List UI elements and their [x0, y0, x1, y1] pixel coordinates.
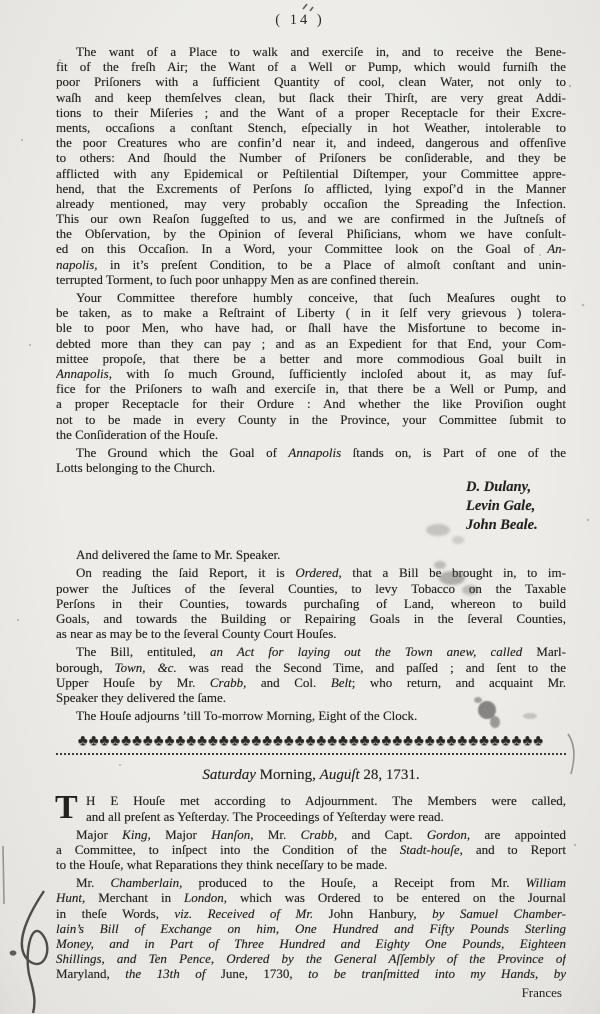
text-run: and all preſent as Yeſterday. The Proceedings of Yeſterday were read.	[86, 808, 444, 824]
text-run: poor Priſoners with a ſufficient Quantity of cool, clean Water, not only to	[56, 74, 566, 90]
text-line	[56, 445, 566, 460]
text-run: Upper Houſe by Mr.	[56, 674, 210, 690]
signature-gale: Levin Gale,	[466, 498, 536, 515]
text-run: afflicted with any Epidemical or Peſtilential Diſtemper, your Committee appre-	[56, 165, 566, 181]
text-line	[56, 427, 566, 442]
text-run: napolis,	[56, 256, 98, 272]
text-run: Major	[76, 826, 123, 842]
text-line	[56, 44, 566, 59]
text-run: ſtands on, is Part of one of the	[341, 444, 566, 460]
text-line	[56, 611, 566, 626]
text-run: with ſo much Ground, ſufficiently incloſed about it, as may ſuf-	[111, 365, 566, 381]
paragraph-house-adjourns	[56, 708, 566, 723]
text-run: Goals, and towards the Building or Repairing Goals in the ſeveral Counties,	[56, 611, 566, 626]
text-run: John Hanbury,	[313, 905, 433, 921]
text-run: fice for the Priſoners to waſh and exerciſe in, that there be a Well or Pump, and	[56, 381, 566, 397]
text-run: Ordered,	[295, 565, 342, 581]
text-line	[56, 921, 566, 936]
text-run: An-	[547, 241, 566, 257]
signature-beale: John Beale.	[466, 517, 538, 534]
text-run: debted more than they can pay ; and as an Expedient for that End, your Com-	[56, 335, 566, 351]
text-line	[56, 196, 566, 211]
text-line	[56, 690, 566, 705]
text-run: to the Houſe, what Reparations they think neceſſary to be made.	[56, 857, 388, 873]
text-run: Crabb,	[209, 674, 247, 690]
text-run: viz. Received of Mr.	[174, 905, 314, 921]
text-run: which was Ordered to be entered on the Journal	[227, 890, 566, 906]
drop-cap-lines	[86, 793, 566, 823]
text-run: in theſe Words,	[56, 905, 175, 921]
text-line	[56, 660, 566, 675]
text-run: the 13th of	[125, 966, 221, 982]
text-run: tions to their Miſeries ; and the Want of a proper Receptacle for their Excre-	[56, 104, 566, 120]
text-run: Saturday	[202, 767, 256, 784]
text-run: Money, and in Part of Three Hundred and Eighty One Pounds, Eighteen	[56, 936, 566, 951]
text-line	[56, 708, 566, 723]
text-run: Annapolis	[288, 444, 342, 460]
text-line	[56, 166, 566, 181]
text-line	[56, 272, 566, 287]
paragraph-ground-church	[56, 445, 566, 475]
text-line	[56, 226, 566, 241]
text-line	[56, 842, 566, 857]
text-line	[56, 857, 566, 872]
paragraph-committee-conceive	[56, 290, 566, 442]
text-run: a proper Receptacle for their Ordure : And whether the like Proviſion ought	[56, 396, 566, 412]
text-run: Gordon,	[426, 826, 471, 842]
text-run: 28, 1731.	[359, 767, 420, 784]
text-run: mittee propoſe, that there be a better and more commodious Goal built in	[56, 350, 566, 366]
text-line	[56, 827, 566, 842]
text-run: and to Report	[462, 841, 566, 857]
text-line	[56, 241, 566, 256]
text-run: to be tranſmitted into my Hands, by	[308, 966, 566, 982]
text-line	[86, 793, 566, 808]
text-line	[56, 547, 566, 562]
text-run: Maryland,	[56, 966, 126, 982]
text-line	[56, 105, 566, 120]
text-line	[56, 936, 566, 951]
text-run: Perſons in their Counties, towards purchaſing of Land, whereon to build	[56, 595, 566, 611]
text-line	[56, 181, 566, 196]
text-line	[56, 565, 566, 580]
text-line	[56, 366, 566, 381]
text-line	[56, 135, 566, 150]
signature-block	[56, 478, 566, 535]
printers-ornament-row: ♣♣♣♣♣♣♣♣♣♣♣♣♣♣♣♣♣♣♣♣♣♣♣♣♣♣♣♣♣♣♣♣♣♣♣♣♣♣♣♣♣♣♣	[56, 732, 566, 755]
text-run: The Bill, entituled,	[76, 644, 211, 660]
text-run: and Col.	[246, 674, 331, 690]
text-run: Crabb,	[300, 826, 338, 842]
text-line	[56, 90, 566, 105]
session-date-heading	[56, 767, 566, 784]
text-run: be taken, as to make a Reſtraint of Liberty ( in it ſelf very grievous ) tolera-	[56, 305, 566, 321]
text-run: William	[525, 875, 566, 891]
text-run: The want of a Place to walk and exerciſe in, and to receive the Bene-	[76, 44, 566, 59]
text-run: ; who return, and acquaint Mr.	[351, 674, 566, 690]
text-line	[56, 336, 566, 351]
text-run: Hanſon,	[211, 826, 254, 842]
text-run: fit of the freſh Air; the Want of a Well or Pump, which would furniſh the	[56, 59, 566, 75]
paragraph-bill-marlborough	[56, 644, 566, 705]
text-run: terrupted Torment, to ſuch poor unhappy Men as are confined therein.	[56, 271, 419, 287]
text-run: Belt	[330, 674, 352, 690]
text-line	[56, 626, 566, 641]
text-line	[56, 596, 566, 611]
text-line	[56, 966, 566, 981]
text-line	[56, 74, 566, 89]
text-line	[56, 581, 566, 596]
text-run: Mr.	[253, 826, 301, 842]
text-run: not to be made in every County in the Province, your Committee ſubmit to	[56, 411, 566, 427]
text-line	[56, 211, 566, 226]
paragraph-stadthouse-committee	[56, 827, 566, 873]
text-run: are appointed	[470, 826, 566, 842]
text-run: already mentioned, may very probably occaſion the Spreading the Infection.	[56, 195, 566, 211]
text-run: the Conſideration of the Houſe.	[56, 426, 219, 442]
text-line	[56, 305, 566, 320]
text-run: Marl-	[522, 644, 566, 660]
text-run: H E Houſe met according to Adjournment. The Members were called,	[86, 793, 566, 809]
text-run: Annapolis,	[56, 365, 112, 381]
text-run: ed on this Occaſion. In a Word, your Committee look on the Goal of	[56, 241, 548, 257]
text-run: Lotts belonging to the Church.	[56, 460, 216, 476]
text-line	[56, 951, 566, 966]
text-run: ments, occaſions a conſtant Stench, eſpecially in hot Weather, intolerable to	[56, 119, 566, 135]
pen-flourish	[10, 891, 48, 1013]
text-run: King,	[122, 826, 151, 842]
text-line	[56, 890, 566, 905]
text-line	[56, 412, 566, 427]
text-run: produced to the Houſe, a Receipt from Mr.	[182, 875, 526, 891]
text-line	[56, 675, 566, 690]
text-run: London,	[184, 890, 228, 906]
page-number: ( 14 )	[275, 12, 325, 28]
text-run: Chamberlain,	[110, 875, 183, 891]
paragraph-bill-ordered	[56, 565, 566, 641]
text-run: Mr.	[76, 875, 111, 891]
text-line	[56, 644, 566, 659]
text-run: Shillings, and Ten Pence, Ordered by the General Aſſembly of the Province of	[56, 951, 566, 967]
text-line	[56, 460, 566, 475]
text-run: Morning,	[255, 767, 320, 784]
text-run: June, 1730,	[220, 966, 309, 982]
text-run: the poor Creatures who are confin’d near it, and indeed, dangerous and offenſive	[56, 135, 566, 151]
catchword: Frances	[521, 984, 562, 1000]
text-run: and Capt.	[337, 826, 427, 842]
text-run: in it’s preſent Condition, to be a Place of almoſt conſtant and unin-	[97, 256, 566, 272]
text-run: Auguſt	[319, 767, 360, 784]
text-run: lain’s Bill of Exchange on him, One Hundred and Fifty Pounds Sterling	[56, 920, 566, 936]
text-run: to others: And ſhould the Number of Priſoners be conſiderable, and they be	[56, 150, 566, 166]
text-line	[56, 351, 566, 366]
text-line	[56, 120, 566, 135]
text-line	[56, 59, 566, 74]
text-line	[56, 257, 566, 272]
text-run: Town, &c.	[114, 659, 177, 675]
paragraph-want-of-place	[56, 44, 566, 287]
text-run: Stadt-houſe,	[399, 841, 463, 857]
text-run: that a Bill be brought in, to im-	[341, 565, 566, 581]
text-run: Merchant in	[85, 890, 185, 906]
text-run: This our own Reaſon ſuggeſted to us, and we are confirmed in the Juſtneſs of	[56, 211, 566, 227]
text-run: by Samuel Chamber-	[432, 905, 566, 921]
text-line	[56, 320, 566, 335]
paragraph-house-met	[55, 789, 566, 827]
text-run: a Committee, to inſpect into the Condition of the	[56, 841, 400, 857]
text-line	[56, 381, 566, 396]
left-margin-tick	[3, 846, 4, 904]
text-run: And delivered the ſame to Mr. Speaker.	[76, 547, 281, 563]
text-run: waſh and keep themſelves clean, but ſlack their Thirſt, are very great Addi-	[56, 89, 566, 105]
text-run: Hunt,	[56, 890, 86, 906]
text-line	[56, 875, 566, 890]
drop-cap-T: T	[55, 789, 78, 827]
text-run: Major	[150, 826, 212, 842]
paragraph-delivered-speaker	[56, 547, 566, 562]
text-line	[56, 396, 566, 411]
text-run: hend, that the Excrements of Perſons ſo afflicted, lying expoſ’d in the Manner	[56, 180, 566, 196]
text-line	[56, 290, 566, 305]
text-run: the Obſervation, by the Opinion of ſeveral Phiſicians, whom we have conſult-	[56, 226, 566, 242]
paragraph-chamberlain-receipt	[56, 875, 566, 981]
text-run: On reading the ſaid Report, it is	[76, 565, 296, 581]
text-run: The Houſe adjourns ’till To-morrow Morning, Eight of the Clock.	[76, 708, 418, 724]
text-run: was read the Second Time, and paſſed ; and ſent to the	[176, 659, 566, 675]
text-run: an Act for laying out the Town anew, called	[210, 644, 523, 660]
text-run: as near as may be to the ſeveral County Court Houſes.	[56, 626, 337, 642]
text-run: The Ground which the Goal of	[76, 444, 289, 460]
text-block	[56, 44, 566, 1000]
text-line	[86, 809, 566, 824]
text-run: ble to poor Men, who have had, or ſhall have the Misfortune to become in-	[56, 320, 566, 336]
signature-dulany: D. Dulany,	[466, 479, 532, 496]
text-run: Your Committee therefore humbly conceive, that ſuch Meaſures ought to	[76, 290, 566, 305]
text-line	[56, 150, 566, 165]
text-line	[56, 906, 566, 921]
page-curl-mark	[568, 734, 574, 774]
text-run: borough,	[56, 659, 115, 675]
text-run: Speaker they delivered the ſame.	[56, 689, 227, 705]
text-run: power the Juſtices of the ſeveral Counties, to levy Tobacco on the Taxable	[56, 580, 566, 596]
